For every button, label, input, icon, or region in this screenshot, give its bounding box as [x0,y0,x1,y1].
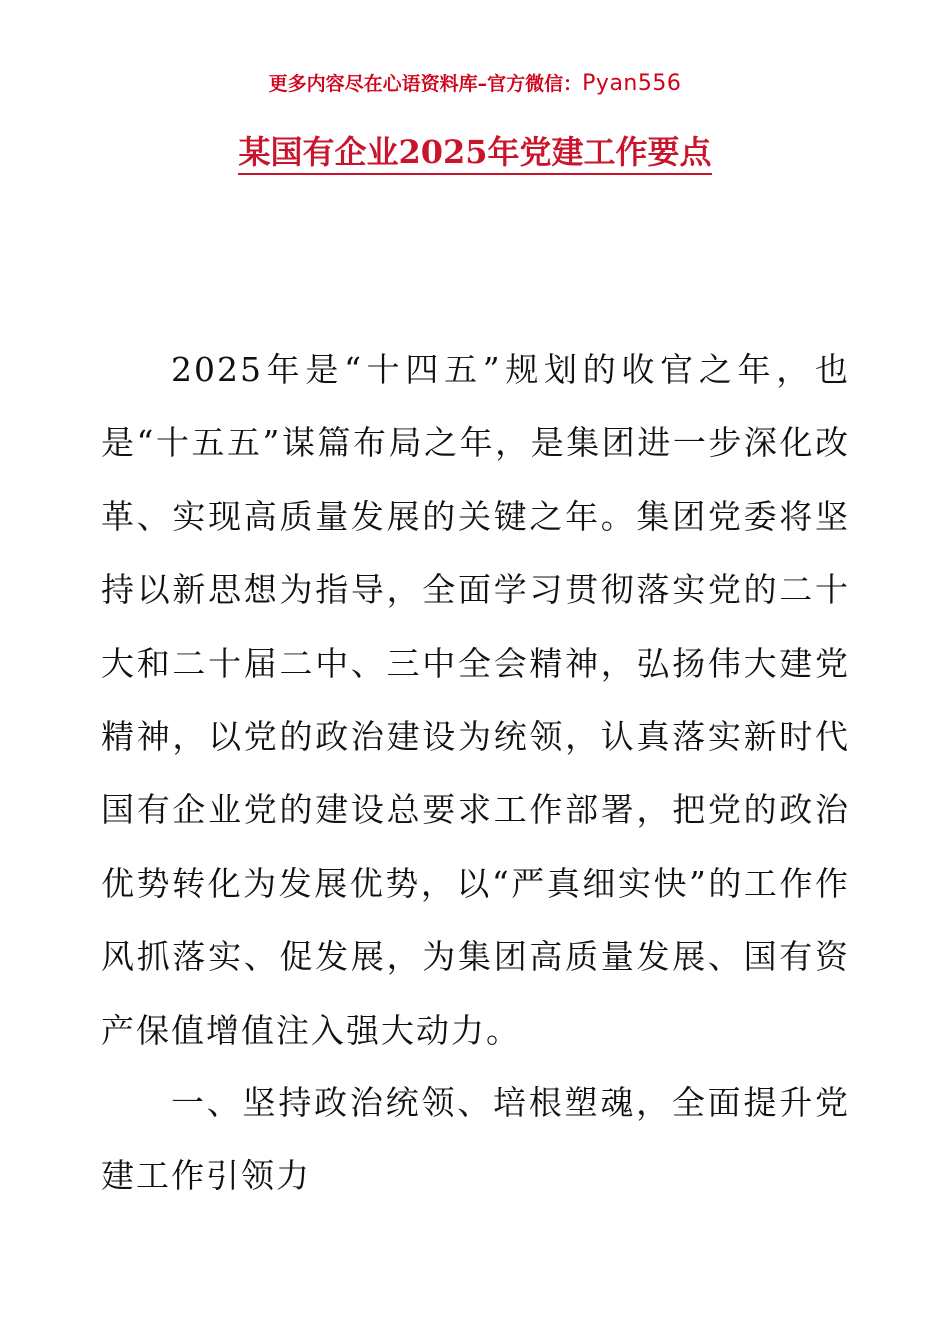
section-heading: 一、坚持政治统领、培根塑魂，全面提升党建工作引领力 [101,1083,850,1196]
promo-header [0,70,950,98]
wechat-id: Pyan556 [582,71,682,96]
document-title [0,128,950,176]
intro-paragraph: 2025年是“十四五”规划的收官之年，也是“十五五”谋篇布局之年，是集团进一步深化改革、实现高质量发展的关键之年。集团党委将坚持以新思想为指导，全面学习贯彻落实党的二十大和二十届二中、三中全会精神，弘扬伟大建党精神，以党的政治建设为统领，认真落实新时代国有企业党的建设总要求工作部署，把党的政治优势转化为发展优势，以“严真细实快”的工作作风抓落实、促发展，为集团高质量发展、国有资产保值增值注入强大动力。 [101,350,850,1050]
promo-text: 更多内容尽在心语资料库–官方微信： [268,73,583,95]
document-title-text: 某国有企业2025年党建工作要点 [238,133,711,175]
